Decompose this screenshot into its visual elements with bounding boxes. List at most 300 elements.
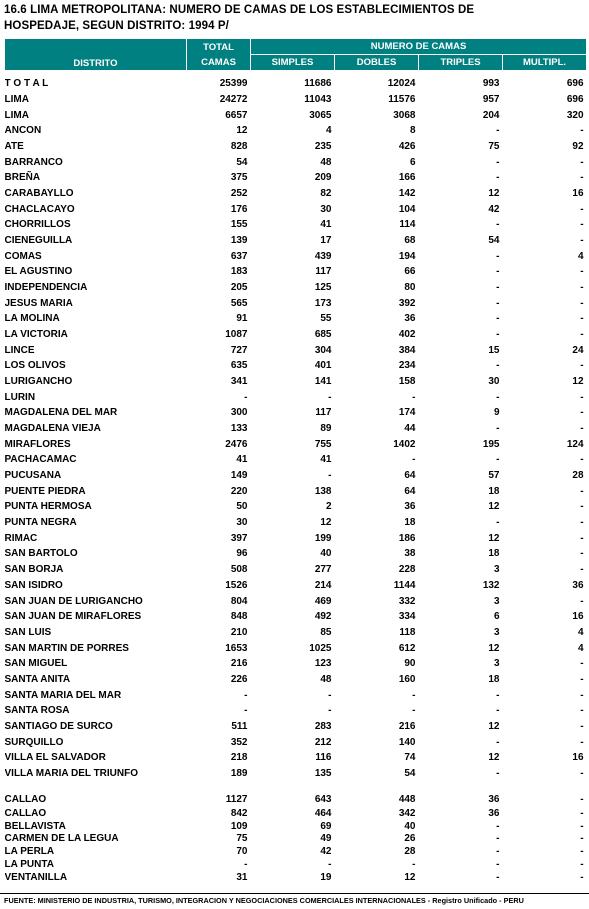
cell-total: 508 [230,564,248,576]
cell-triples: - [496,846,500,858]
cell-total: - [244,391,248,403]
cell-multipl: - [580,407,584,419]
cell-multipl: 28 [572,470,584,482]
cell-total: 727 [230,344,248,356]
cell-total: 189 [230,767,248,779]
cell-dobles: 44 [404,423,416,435]
cell-distrito: INDEPENDENCIA [4,282,88,294]
cell-simples: 17 [320,235,332,247]
cell-distrito: CIENEGUILLA [4,235,73,247]
header-total-line1: TOTAL [203,41,234,53]
cell-total: 1526 [225,579,248,591]
cell-multipl: - [580,658,584,670]
cell-multipl: - [580,360,584,372]
table-row [5,264,587,280]
cell-multipl: - [580,705,584,717]
cell-triples: - [496,125,500,137]
cell-triples: - [496,172,500,184]
cell-dobles: 158 [398,376,416,388]
header-total-camas [187,39,251,71]
cell-distrito: LURIN [4,391,36,403]
table-row [5,358,587,374]
cell-distrito: LA PERLA [4,846,55,858]
cell-triples: 6 [493,611,500,623]
cell-simples: 69 [320,820,332,832]
cell-distrito: SAN MARTIN DE PORRES [4,642,129,654]
cell-triples: 12 [488,720,500,732]
cell-distrito: SAN MIGUEL [4,658,68,670]
cell-triples: 12 [488,501,500,513]
cell-simples: 643 [314,793,332,805]
header-simples: SIMPLES [251,55,335,71]
document-title [4,2,474,34]
cell-simples: 85 [320,626,332,638]
cell-simples: 212 [314,736,332,748]
cell-total: 1653 [225,642,248,654]
cell-triples: - [496,282,500,294]
table-row [5,233,587,249]
cell-dobles: 54 [404,767,416,779]
cell-total: 341 [230,376,248,388]
cell-simples: 116 [315,752,332,764]
cell-multipl: - [580,329,584,341]
cell-simples: 277 [314,564,332,576]
header-dobles: DOBLES [335,55,419,71]
cell-distrito: CALLAO [4,793,47,805]
cell-distrito: PUNTA NEGRA [4,517,77,529]
table-row [5,295,587,311]
cell-triples: - [496,313,500,325]
cell-triples: 12 [488,188,500,200]
table-row [5,374,587,390]
cell-triples: - [496,871,500,883]
table-row [5,791,587,807]
cell-multipl: - [580,517,584,529]
header-distrito: DISTRITO [5,39,187,71]
cell-simples: 401 [314,360,332,372]
cell-distrito: T O T A L [4,78,49,90]
cell-total: 30 [236,517,248,529]
cell-dobles: 234 [398,360,416,372]
cell-total: 635 [230,360,248,372]
table-row [5,327,587,343]
cell-distrito: LINCE [4,344,35,356]
cell-simples: - [328,391,332,403]
cell-multipl: - [580,156,584,168]
table-row [5,280,587,296]
cell-simples: - [328,858,332,870]
spacer-row [5,781,587,791]
cell-distrito: CHACLACAYO [4,203,75,215]
header-numero-de-camas: NUMERO DE CAMAS [251,39,587,55]
table-row [5,248,587,264]
cell-total: 109 [230,820,248,832]
cell-simples: 82 [320,188,332,200]
table-row [5,593,587,609]
table-row [5,405,587,421]
cell-dobles: 114 [399,219,416,231]
cell-simples: - [328,470,332,482]
table-row [5,703,587,719]
table-row [5,389,587,405]
cell-dobles: 3068 [393,109,416,121]
cell-multipl: 16 [572,188,584,200]
cell-dobles: 384 [398,344,416,356]
cell-dobles: 142 [398,188,416,200]
cell-dobles: 118 [399,626,416,638]
cell-dobles: 334 [398,611,416,623]
cell-dobles: 194 [398,250,416,262]
cell-dobles: 166 [398,172,416,184]
cell-triples: 36 [488,807,500,819]
cell-dobles: 612 [398,642,416,654]
table-row [5,139,587,155]
cell-multipl: - [580,673,584,685]
cell-distrito: LIMA [4,109,29,121]
cell-multipl: - [580,485,584,497]
cell-simples: 135 [314,767,332,779]
cell-dobles: 90 [404,658,416,670]
cell-multipl: - [580,807,584,819]
cell-multipl: - [580,391,584,403]
cell-simples: 464 [314,807,332,819]
header-multipl: MULTIPL. [503,55,587,71]
cell-total: 205 [230,282,248,294]
table-row [5,820,587,833]
cell-simples: 199 [314,532,332,544]
cell-simples: - [328,689,332,701]
cell-triples: - [496,219,500,231]
cell-distrito: SAN LUIS [4,626,52,638]
cell-total: 565 [230,297,248,309]
cell-multipl: - [580,235,584,247]
cell-distrito: VILLA EL SALVADOR [4,752,106,764]
cell-dobles: 64 [404,485,416,497]
cell-total: 375 [230,172,248,184]
cell-multipl: 4 [577,250,584,262]
cell-dobles: - [412,391,416,403]
cell-simples: 125 [314,282,332,294]
cell-dobles: 68 [404,235,416,247]
cell-simples: 42 [320,846,332,858]
cell-triples: - [496,156,500,168]
cell-simples: 30 [320,203,332,215]
cell-total: 252 [230,188,248,200]
cell-dobles: 11576 [388,94,416,105]
cell-multipl: 696 [566,78,584,90]
cell-multipl: - [580,423,584,435]
cell-distrito: PUCUSANA [4,470,62,482]
cell-simples: 11043 [304,94,332,105]
cell-dobles: 12024 [387,78,416,90]
cell-distrito: COMAS [4,250,42,262]
cell-triples: 18 [488,673,500,685]
cell-simples: 4 [325,125,332,137]
cell-distrito: JESUS MARIA [4,297,73,309]
cell-total: 842 [230,807,248,819]
table-row [5,342,587,358]
cell-triples: - [496,297,500,309]
cell-triples: 75 [488,141,500,153]
table-row [5,499,587,515]
cell-total: - [244,705,248,717]
cell-dobles: 332 [398,595,416,607]
cell-total: 828 [230,141,248,153]
cell-simples: 48 [320,156,332,168]
table-row [5,483,587,499]
cell-triples: 18 [488,548,500,560]
cell-simples: 469 [314,595,332,607]
cell-simples: 141 [314,376,332,388]
cell-distrito: MAGDALENA VIEJA [4,423,101,435]
cell-triples: - [496,250,500,262]
cell-dobles: 342 [398,807,416,819]
table-row [5,672,587,688]
cell-simples: 492 [314,611,332,623]
cell-triples: - [496,820,500,832]
cell-multipl: - [580,454,584,466]
cell-dobles: 1144 [393,579,416,591]
cell-triples: 54 [488,235,500,247]
cell-simples: 55 [320,313,332,325]
header-triples: TRIPLES [419,55,503,71]
cell-triples: 9 [493,407,500,419]
cell-triples: 15 [488,344,500,356]
cell-total: 216 [230,658,248,670]
cell-multipl: - [580,720,584,732]
table-row [5,719,587,735]
cell-multipl: - [580,689,584,701]
cell-triples: - [496,517,500,529]
cell-total: 24272 [219,94,248,105]
table-row [5,766,587,782]
cell-simples: 439 [314,250,332,262]
cell-total: 210 [230,626,248,638]
cell-multipl: 92 [572,141,584,153]
table-row [5,562,587,578]
cell-dobles: 18 [404,517,416,529]
cell-triples: 195 [482,438,500,450]
cell-distrito: LOS OLIVOS [4,360,66,372]
cell-total: 54 [236,156,248,168]
cell-multipl: - [580,833,584,845]
cell-total: - [244,858,248,870]
table-row [5,71,587,92]
cell-dobles: 12 [404,871,416,883]
table-row [5,452,587,468]
cell-distrito: SAN ISIDRO [4,579,63,591]
cell-total: 183 [230,266,248,278]
cell-triples: - [496,858,500,870]
cell-distrito: RIMAC [4,532,38,544]
cell-dobles: 104 [398,203,416,215]
cell-dobles: 1402 [393,438,416,450]
cell-triples: 3 [493,626,500,638]
cell-total: 70 [236,846,248,858]
cell-distrito: SURQUILLO [4,736,64,748]
cell-multipl: 320 [566,109,584,121]
cell-distrito: PUNTA HERMOSA [4,501,92,513]
cell-simples: 138 [314,485,332,497]
cell-total: 91 [236,313,248,325]
cell-total: 220 [230,485,248,497]
cell-triples: - [496,767,500,779]
cell-simples: 12 [320,517,332,529]
cell-total: 352 [230,736,248,748]
cell-distrito: BREÑA [4,172,41,184]
cell-distrito: PACHACAMAC [4,454,77,466]
cell-simples: 49 [320,833,332,845]
cell-total: 848 [230,611,248,623]
table-row [5,750,587,766]
cell-triples: 132 [482,579,500,591]
cell-total: 12 [236,125,248,137]
cell-multipl: - [580,595,584,607]
cell-multipl: - [580,313,584,325]
table-row [5,201,587,217]
cell-triples: 30 [488,376,500,388]
cell-triples: - [496,454,500,466]
cell-distrito: PUENTE PIEDRA [4,485,86,497]
cell-multipl: 36 [572,579,584,591]
table-row [5,186,587,202]
cell-triples: - [496,736,500,748]
cell-total: 133 [230,423,248,435]
cell-dobles: 426 [398,141,416,153]
cell-multipl: - [580,548,584,560]
cell-simples: 214 [314,579,332,591]
cell-multipl: - [580,203,584,215]
cell-triples: - [496,423,500,435]
cell-multipl: 12 [572,376,584,388]
cell-multipl: - [580,532,584,544]
cell-dobles: 36 [404,501,416,513]
table-row [5,468,587,484]
table-row [5,640,587,656]
cell-multipl: - [580,501,584,513]
table-row [5,311,587,327]
table-row [5,421,587,437]
cell-triples: 12 [488,642,500,654]
cell-distrito: CARABAYLLO [4,188,74,200]
cell-total: 6657 [225,109,248,121]
cell-triples: 3 [493,658,500,670]
table-row [5,858,587,871]
cell-total: 25399 [219,78,248,90]
table-row [5,217,587,233]
cell-multipl: - [580,219,584,231]
cell-dobles: 402 [398,329,416,341]
table-row [5,107,587,123]
cell-dobles: 74 [404,752,416,764]
cell-multipl: - [580,871,584,883]
cell-multipl: - [580,736,584,748]
table-row [5,807,587,820]
cell-distrito: BARRANCO [4,156,63,168]
cell-dobles: 66 [404,266,416,278]
cell-triples: - [496,705,500,717]
cell-distrito: MIRAFLORES [4,438,71,450]
cell-simples: 173 [314,297,332,309]
cell-total: 2476 [225,438,248,450]
cell-triples: - [496,360,500,372]
cell-simples: 755 [314,438,332,450]
cell-multipl: - [580,767,584,779]
cell-dobles: 228 [398,564,416,576]
cell-dobles: 38 [404,548,416,560]
header-total-line2: CAMAS [201,56,236,68]
cell-triples: - [496,329,500,341]
cell-simples: 685 [314,329,332,341]
table-row [5,578,587,594]
cell-total: 1087 [225,329,248,341]
cell-dobles: 160 [398,673,416,685]
cell-multipl: - [580,172,584,184]
cell-multipl: 124 [566,438,584,450]
cell-total: 96 [236,548,248,560]
cell-dobles: 26 [404,833,416,845]
cell-dobles: - [412,689,416,701]
title-line-2: HOSPEDAJE, SEGUN DISTRITO: 1994 P/ [4,20,229,32]
table-row [5,734,587,750]
cell-triples: - [496,266,500,278]
table-row [5,656,587,672]
table-row [5,515,587,531]
beds-table [4,38,587,884]
cell-distrito: SANTA MARIA DEL MAR [4,689,122,701]
cell-multipl: 696 [566,94,584,105]
cell-multipl: - [580,858,584,870]
cell-simples: 41 [320,454,332,466]
cell-total: 637 [230,250,248,262]
cell-dobles: 40 [404,820,416,832]
table-row [5,546,587,562]
cell-simples: 40 [320,548,332,560]
cell-simples: - [328,705,332,717]
cell-total: 139 [230,235,248,247]
cell-distrito: ATE [4,141,24,153]
cell-total: 41 [236,454,248,466]
cell-distrito: CARMEN DE LA LEGUA [4,833,119,845]
cell-distrito: VILLA MARIA DEL TRIUNFO [4,767,139,779]
cell-simples: 3065 [309,109,332,121]
cell-triples: 18 [488,485,500,497]
cell-dobles: 64 [404,470,416,482]
cell-dobles: 80 [404,282,416,294]
cell-distrito: LURIGANCHO [4,376,73,388]
cell-total: 218 [230,752,248,764]
cell-total: 1127 [225,793,248,805]
cell-simples: 123 [314,658,332,670]
cell-distrito: CALLAO [4,807,47,819]
cell-triples: 993 [482,78,500,90]
cell-distrito: SAN JUAN DE LURIGANCHO [4,595,143,607]
table-row [5,833,587,846]
cell-simples: 41 [320,219,332,231]
cell-total: 804 [230,595,248,607]
cell-triples: 42 [488,203,500,215]
table-row [5,123,587,139]
cell-total: 300 [230,407,248,419]
cell-distrito: LA VICTORIA [4,329,68,341]
cell-multipl: - [580,846,584,858]
cell-simples: 304 [314,344,332,356]
cell-triples: 957 [482,94,500,105]
cell-distrito: MAGDALENA DEL MAR [4,407,118,419]
cell-total: 50 [236,501,248,513]
table-row [5,845,587,858]
cell-dobles: 216 [398,720,416,732]
